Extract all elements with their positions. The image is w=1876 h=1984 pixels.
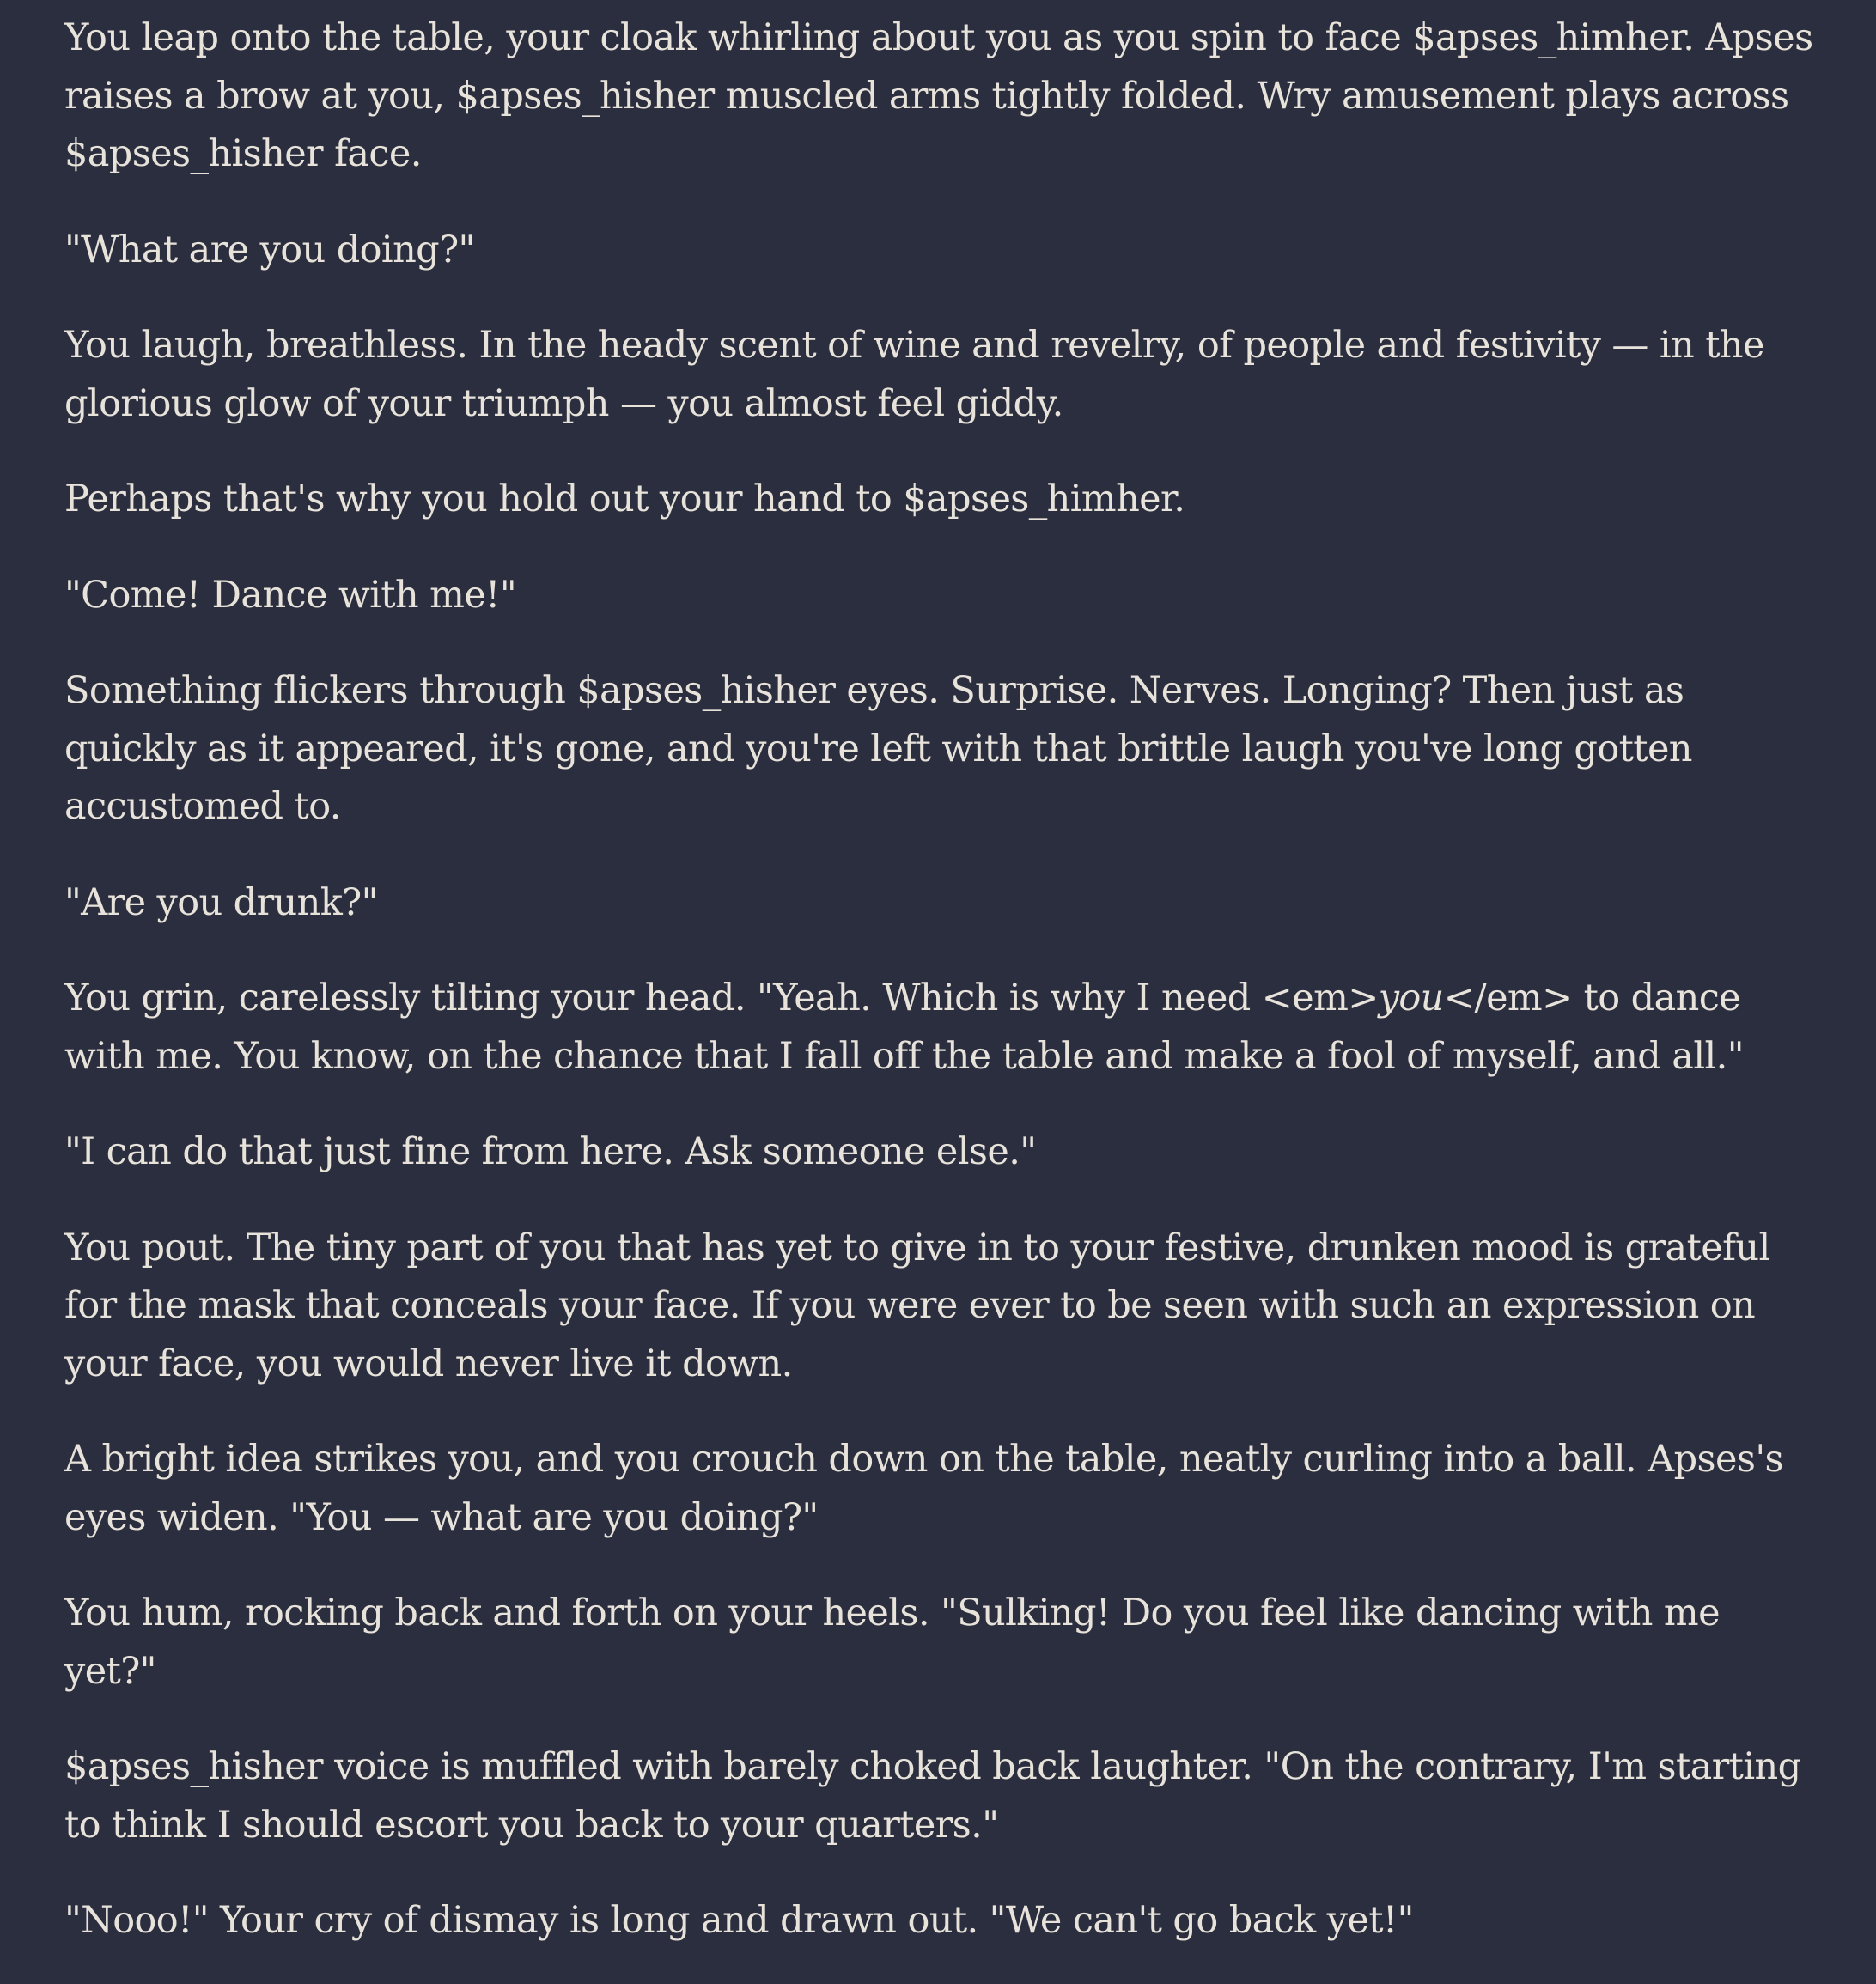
emphasized-word: you: [1378, 977, 1444, 1019]
paragraph: "Are you drunk?": [64, 880, 378, 924]
paragraph: You leap onto the table, your cloak whirling about you as you spin to face $apses_himher. Apses raises a brow at you, $apses_hisher muscled arms tightly folded. Wry amusement plays across $apses_hisher face.: [64, 16, 1813, 175]
paragraph: You hum, rocking back and forth on your heels. "Sulking! Do you feel like dancing with me yet?": [64, 1591, 1720, 1693]
paragraph: You grin, carelessly tilting your head. "Yeah. Which is why I need <em>you</em> to dance with me. You know, on the chance that I fall off the table and make a fool of myself, and all.": [64, 977, 1744, 1078]
paragraph: $apses_hisher voice is muffled with barely choked back laughter. "On the contrary, I'm starting to think I should escort you back to your quarters.": [64, 1745, 1801, 1847]
paragraph: "Come! Dance with me!": [64, 573, 517, 617]
paragraph: Something flickers through $apses_hisher eyes. Surprise. Nerves. Longing? Then just as quickly as it appeared, it's gone, and you're left with that brittle laugh you've long gotten accustomed to.: [64, 669, 1692, 828]
paragraph: You pout. The tiny part of you that has yet to give in to your festive, drunken mood is grateful for the mask that conceals your face. If you were ever to be seen with such an expression on your face, you would never live it down.: [64, 1226, 1770, 1385]
paragraph: "What are you doing?": [64, 228, 475, 271]
paragraph: "I can do that just fine from here. Ask someone else.": [64, 1130, 1037, 1173]
paragraph: A bright idea strikes you, and you crouch down on the table, neatly curling into a ball. Apses's eyes widen. "You — what are you doing?": [64, 1438, 1784, 1539]
paragraph: "Nooo!" Your cry of dismay is long and drawn out. "We can't go back yet!": [64, 1899, 1414, 1942]
paragraph: You laugh, breathless. In the heady scent of wine and revelry, of people and festivity — in the glorious glow of your triumph — you almost feel giddy.: [64, 324, 1764, 425]
paragraph: Perhaps that's why you hold out your hand to $apses_himher.: [64, 478, 1185, 520]
